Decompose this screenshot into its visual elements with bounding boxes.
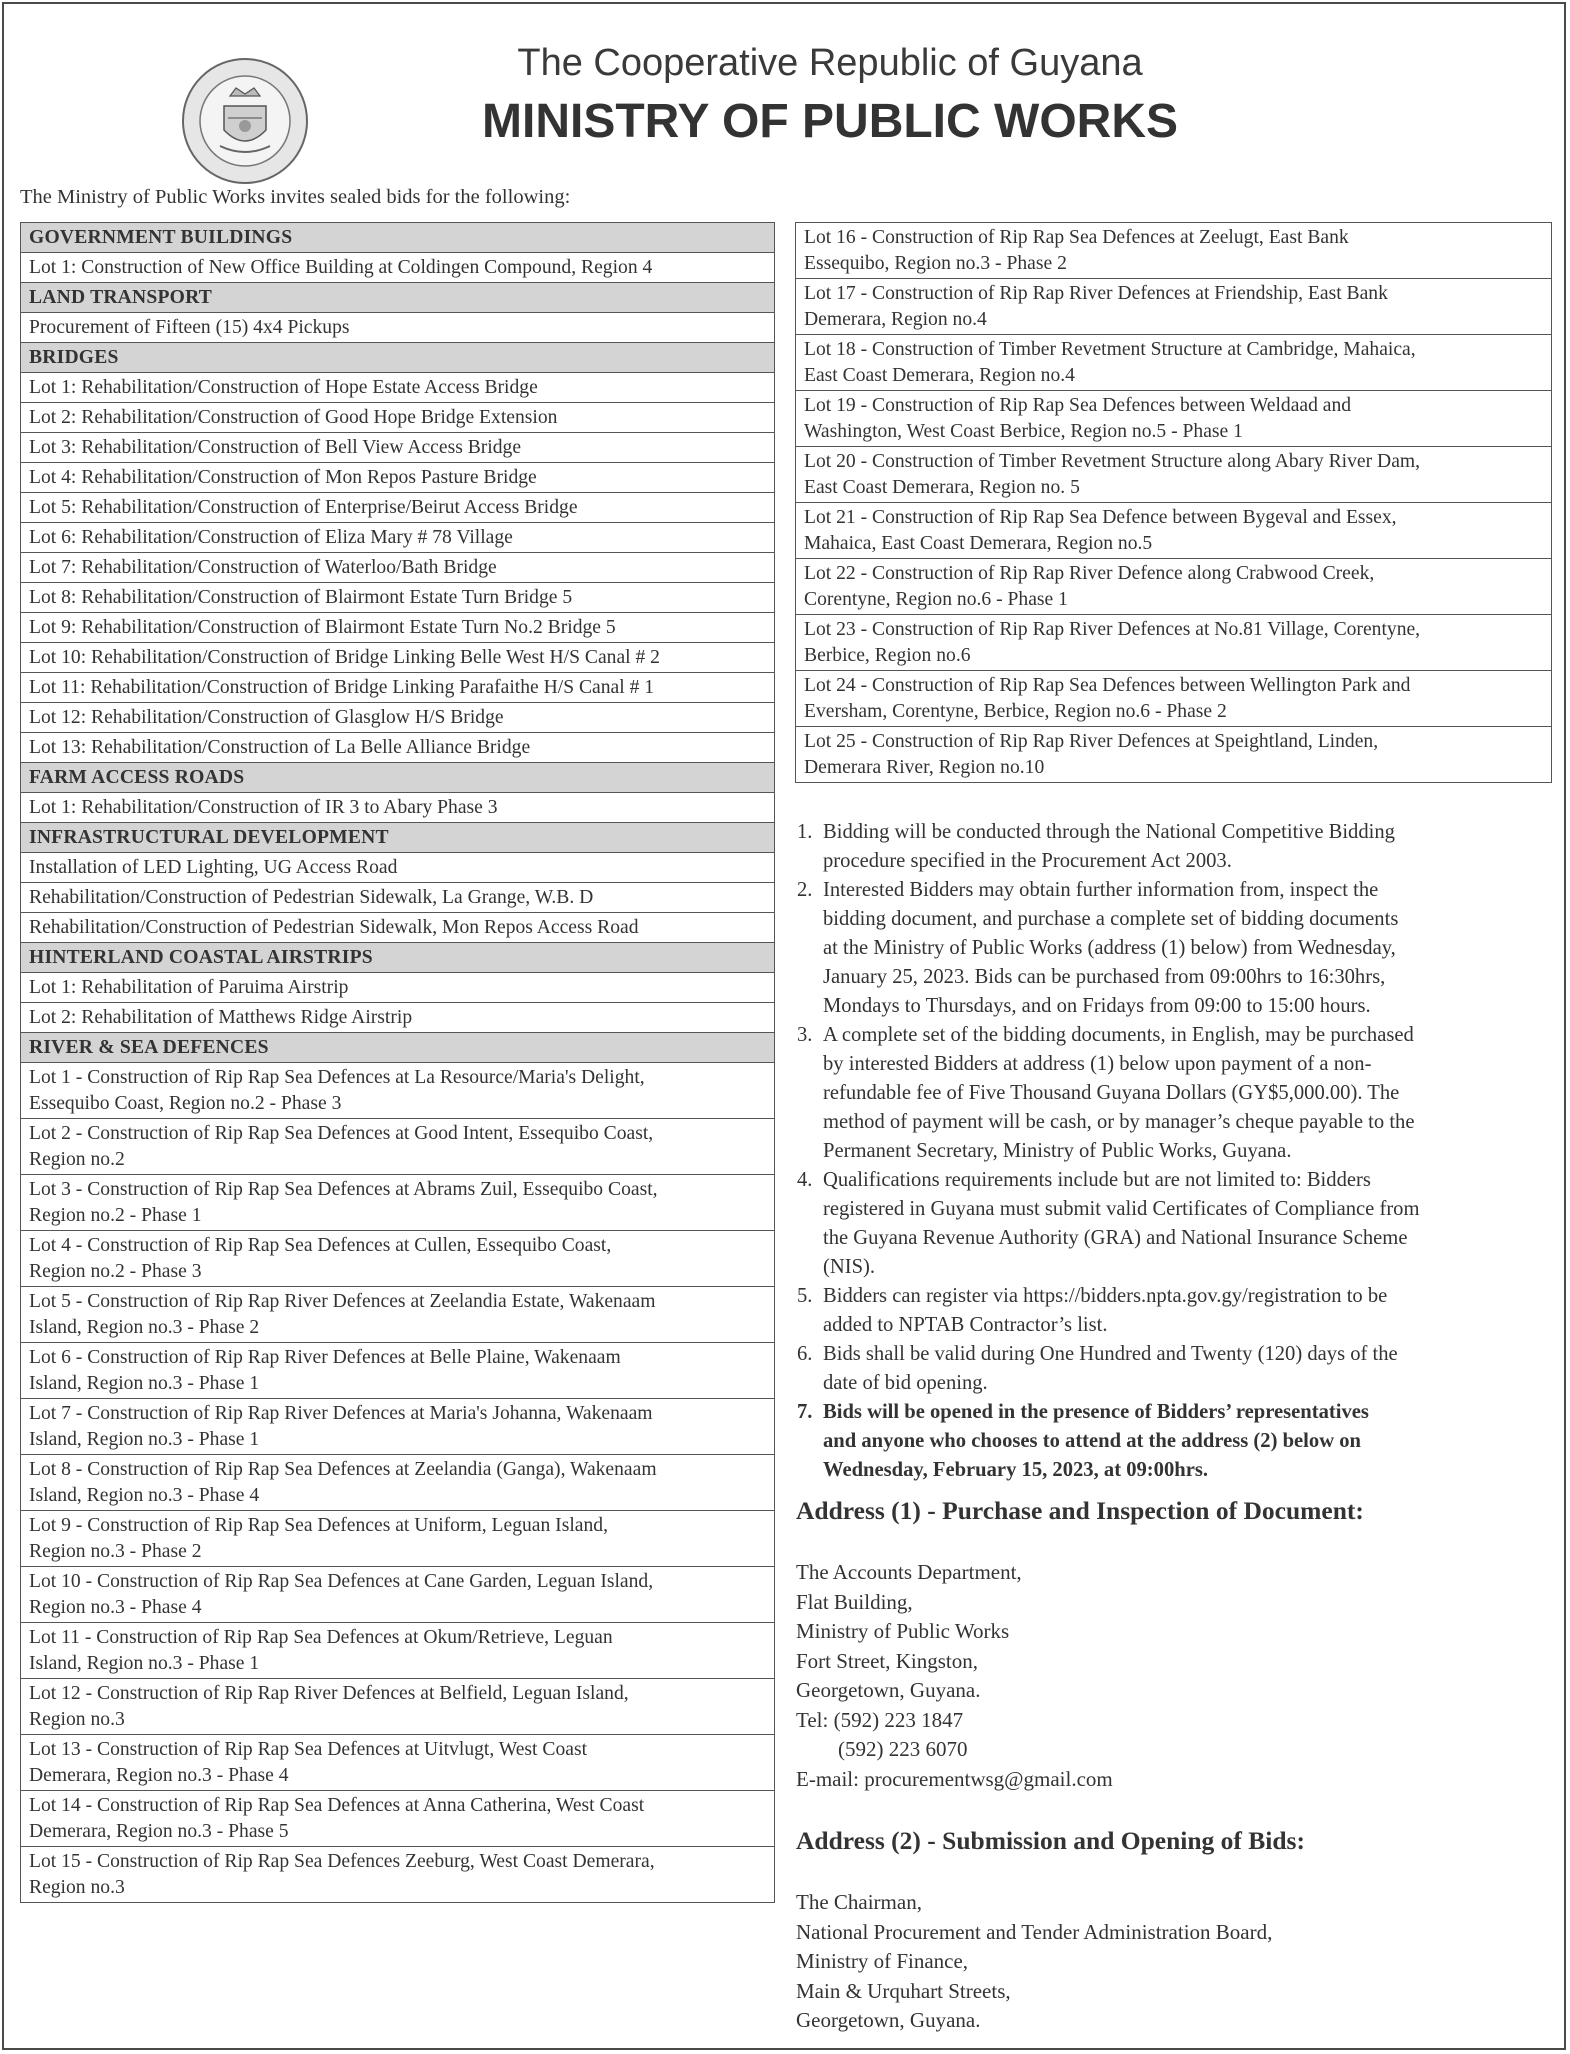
lot-cell: Lot 6: Rehabilitation/Construction of Eliza Mary # 78 Village xyxy=(21,523,775,553)
address-line: Georgetown, Guyana. xyxy=(796,1678,981,1702)
table-row xyxy=(21,1455,775,1511)
list-line: registered in Guyana must submit valid Certificates of Compliance from xyxy=(823,1198,1420,1220)
right-lots-table xyxy=(795,222,1552,783)
lot-line: Lot 18 - Construction of Timber Revetment Structure at Cambridge, Mahaica, xyxy=(804,339,1416,360)
lot-cell: Lot 2: Rehabilitation of Matthews Ridge Airstrip xyxy=(21,1003,775,1033)
list-text xyxy=(823,1340,1549,1398)
section-row xyxy=(21,763,775,793)
list-line: Bidders can register via https://bidders.npta.gov.gy/registration to be xyxy=(823,1285,1388,1307)
header-subtitle: The Cooperative Republic of Guyana xyxy=(517,42,1143,84)
table-row xyxy=(21,523,775,553)
lot-cell: Lot 3: Rehabilitation/Construction of Bell View Access Bridge xyxy=(21,433,775,463)
lot-cell xyxy=(796,335,1552,391)
table-row xyxy=(21,913,775,943)
address1-heading: Address (1) - Purchase and Inspection of Document: xyxy=(796,1496,1364,1525)
lot-line: Demerara, Region no.3 - Phase 4 xyxy=(29,1765,289,1786)
table-row xyxy=(21,1399,775,1455)
lot-line: Demerara River, Region no.10 xyxy=(804,757,1045,778)
table-row xyxy=(21,403,775,433)
lot-line: Lot 14 - Construction of Rip Rap Sea Defences at Anna Catherina, West Coast xyxy=(29,1795,645,1816)
lot-cell xyxy=(21,1791,775,1847)
table-row xyxy=(21,703,775,733)
lot-cell: Installation of LED Lighting, UG Access Road xyxy=(21,853,775,883)
lot-line: Lot 12 - Construction of Rip Rap River Defences at Belfield, Leguan Island, xyxy=(29,1683,629,1704)
list-line: Permanent Secretary, Ministry of Public Works, Guyana. xyxy=(823,1140,1292,1162)
table-row xyxy=(21,1791,775,1847)
table-row xyxy=(21,1343,775,1399)
table-row xyxy=(21,463,775,493)
lot-cell: Lot 13: Rehabilitation/Construction of La Belle Alliance Bridge xyxy=(21,733,775,763)
lot-line: Island, Region no.3 - Phase 1 xyxy=(29,1429,260,1450)
list-text xyxy=(823,818,1549,876)
lot-cell xyxy=(21,1455,775,1511)
lot-line: Region no.3 - Phase 2 xyxy=(29,1541,202,1562)
table-row xyxy=(796,223,1552,279)
table-row xyxy=(21,553,775,583)
lot-cell: Lot 4: Rehabilitation/Construction of Mon Repos Pasture Bridge xyxy=(21,463,775,493)
lot-line: Lot 19 - Construction of Rip Rap Sea Defences between Weldaad and xyxy=(804,395,1352,416)
list-text xyxy=(823,1398,1549,1485)
list-text xyxy=(823,1282,1549,1340)
lot-line: Lot 25 - Construction of Rip Rap River Defences at Speightland, Linden, xyxy=(804,731,1379,752)
section-heading: INFRASTRUCTURAL DEVELOPMENT xyxy=(21,823,775,853)
lot-cell xyxy=(796,391,1552,447)
address2-block xyxy=(796,1888,1272,2036)
lot-cell xyxy=(21,1735,775,1791)
lot-cell: Lot 7: Rehabilitation/Construction of Waterloo/Bath Bridge xyxy=(21,553,775,583)
table-row xyxy=(21,1735,775,1791)
lot-line: Region no.2 xyxy=(29,1149,125,1170)
lot-line: Region no.3 - Phase 4 xyxy=(29,1597,202,1618)
lot-cell xyxy=(21,1175,775,1231)
lot-cell: Lot 1: Rehabilitation/Construction of Hope Estate Access Bridge xyxy=(21,373,775,403)
list-line: (NIS). xyxy=(823,1256,876,1278)
lot-line: Lot 16 - Construction of Rip Rap Sea Defences at Zeelugt, East Bank xyxy=(804,227,1349,248)
address-line: E-mail: procurementwsg@gmail.com xyxy=(796,1766,1113,1791)
table-row xyxy=(21,1231,775,1287)
lot-line: Berbice, Region no.6 xyxy=(804,645,971,666)
lot-cell xyxy=(21,1399,775,1455)
table-row xyxy=(796,671,1552,727)
lot-line: Region no.2 - Phase 1 xyxy=(29,1205,202,1226)
list-item xyxy=(797,876,1549,1021)
section-row xyxy=(21,223,775,253)
list-line: the Guyana Revenue Authority (GRA) and National Insurance Scheme xyxy=(823,1227,1408,1249)
table-row xyxy=(21,253,775,283)
table-row xyxy=(796,727,1552,783)
list-number: 3. xyxy=(797,1024,813,1046)
lot-cell xyxy=(21,1847,775,1903)
list-line: Wednesday, February 15, 2023, at 09:00hrs. xyxy=(823,1459,1208,1481)
lot-line: Lot 11 - Construction of Rip Rap Sea Defences at Okum/Retrieve, Leguan xyxy=(29,1627,613,1648)
list-number: 6. xyxy=(797,1343,813,1365)
table-row xyxy=(796,447,1552,503)
lot-line: Lot 4 - Construction of Rip Rap Sea Defences at Cullen, Essequibo Coast, xyxy=(29,1235,612,1256)
table-row xyxy=(21,973,775,1003)
list-item xyxy=(797,1398,1549,1485)
lot-line: Corentyne, Region no.6 - Phase 1 xyxy=(804,589,1068,610)
left-lots-table xyxy=(20,222,775,1903)
address-line: Flat Building, xyxy=(796,1589,913,1614)
address-line: Tel: (592) 223 1847 xyxy=(796,1707,964,1732)
lot-line: Lot 17 - Construction of Rip Rap River Defences at Friendship, East Bank xyxy=(804,283,1388,304)
lot-cell xyxy=(796,279,1552,335)
lot-cell xyxy=(796,671,1552,727)
section-heading: BRIDGES xyxy=(21,343,775,373)
lot-line: Lot 22 - Construction of Rip Rap River Defence along Crabwood Creek, xyxy=(804,563,1375,584)
address-line: The Accounts Department, xyxy=(796,1560,1022,1584)
lot-cell xyxy=(21,1119,775,1175)
list-number: 7. xyxy=(797,1401,813,1423)
table-row xyxy=(21,433,775,463)
lot-line: Lot 5 - Construction of Rip Rap River Defences at Zeelandia Estate, Wakenaam xyxy=(29,1291,656,1312)
address-line: Main & Urquhart Streets, xyxy=(796,1978,1011,2003)
table-row xyxy=(21,313,775,343)
list-line: date of bid opening. xyxy=(823,1372,988,1394)
table-row xyxy=(21,793,775,823)
section-heading: FARM ACCESS ROADS xyxy=(21,763,775,793)
lot-cell xyxy=(21,1343,775,1399)
list-line: Bidding will be conducted through the National Competitive Bidding xyxy=(823,821,1395,843)
list-line: by interested Bidders at address (1) below upon payment of a non- xyxy=(823,1053,1372,1075)
lot-line: Lot 20 - Construction of Timber Revetment Structure along Abary River Dam, xyxy=(804,451,1421,472)
lot-line: Island, Region no.3 - Phase 1 xyxy=(29,1653,260,1674)
list-line: added to NPTAB Contractor’s list. xyxy=(823,1314,1108,1336)
lot-line: Island, Region no.3 - Phase 2 xyxy=(29,1317,260,1338)
address1-block xyxy=(796,1558,1113,1794)
lot-line: East Coast Demerara, Region no. 5 xyxy=(804,477,1080,498)
address-line: The Chairman, xyxy=(796,1890,922,1914)
table-row xyxy=(21,1063,775,1119)
table-row xyxy=(21,1003,775,1033)
table-row xyxy=(21,1679,775,1735)
list-line: January 25, 2023. Bids can be purchased from 09:00hrs to 16:30hrs, xyxy=(823,966,1386,988)
section-row xyxy=(21,343,775,373)
section-row xyxy=(21,1033,775,1063)
table-row xyxy=(796,503,1552,559)
address-line: National Procurement and Tender Administration Board, xyxy=(796,1919,1273,1944)
lot-cell: Lot 2: Rehabilitation/Construction of Good Hope Bridge Extension xyxy=(21,403,775,433)
lot-cell: Lot 9: Rehabilitation/Construction of Blairmont Estate Turn No.2 Bridge 5 xyxy=(21,613,775,643)
list-text xyxy=(823,1166,1549,1282)
lot-line: Mahaica, East Coast Demerara, Region no.5 xyxy=(804,533,1153,554)
lot-line: Lot 2 - Construction of Rip Rap Sea Defences at Good Intent, Essequibo Coast, xyxy=(29,1123,654,1144)
lot-cell xyxy=(796,503,1552,559)
address-line: Ministry of Public Works xyxy=(796,1619,1010,1643)
lot-cell: Lot 8: Rehabilitation/Construction of Blairmont Estate Turn Bridge 5 xyxy=(21,583,775,613)
list-item xyxy=(797,818,1549,876)
section-row xyxy=(21,283,775,313)
address-line: Fort Street, Kingston, xyxy=(796,1648,978,1673)
lot-cell xyxy=(21,1231,775,1287)
lot-line: Lot 3 - Construction of Rip Rap Sea Defences at Abrams Zuil, Essequibo Coast, xyxy=(29,1179,658,1200)
lot-cell: Lot 5: Rehabilitation/Construction of Enterprise/Beirut Access Bridge xyxy=(21,493,775,523)
lot-cell xyxy=(21,1679,775,1735)
lot-line: Eversham, Corentyne, Berbice, Region no.6 - Phase 2 xyxy=(804,701,1227,722)
section-heading: RIVER & SEA DEFENCES xyxy=(21,1033,775,1063)
lot-cell xyxy=(796,223,1552,279)
lot-line: Island, Region no.3 - Phase 1 xyxy=(29,1373,260,1394)
list-number: 4. xyxy=(797,1169,813,1191)
list-number: 1. xyxy=(797,821,813,843)
list-line: bidding document, and purchase a complete set of bidding documents xyxy=(823,908,1399,930)
table-row xyxy=(796,615,1552,671)
section-heading: GOVERNMENT BUILDINGS xyxy=(21,223,775,253)
table-row xyxy=(21,1623,775,1679)
table-row xyxy=(21,373,775,403)
table-row xyxy=(21,853,775,883)
ministry-seal-logo xyxy=(180,56,310,186)
lot-cell xyxy=(796,447,1552,503)
table-row xyxy=(796,391,1552,447)
table-row xyxy=(21,493,775,523)
address-line: Ministry of Finance, xyxy=(796,1949,969,1973)
table-row xyxy=(21,613,775,643)
section-row xyxy=(21,823,775,853)
list-text xyxy=(823,876,1549,1021)
lot-cell: Lot 11: Rehabilitation/Construction of Bridge Linking Parafaithe H/S Canal # 1 xyxy=(21,673,775,703)
list-line: method of payment will be cash, or by manager’s cheque payable to the xyxy=(823,1111,1415,1133)
lot-line: Lot 1 - Construction of Rip Rap Sea Defences at La Resource/Maria's Delight, xyxy=(29,1067,645,1088)
address-line: Georgetown, Guyana. xyxy=(796,2008,981,2032)
table-row xyxy=(21,883,775,913)
list-line: procedure specified in the Procurement Act 2003. xyxy=(823,850,1232,872)
list-line: refundable fee of Five Thousand Guyana Dollars (GY$5,000.00). The xyxy=(823,1082,1400,1104)
intro-text: The Ministry of Public Works invites sealed bids for the following: xyxy=(20,186,571,208)
list-number: 5. xyxy=(797,1285,813,1307)
list-line: Bids shall be valid during One Hundred and Twenty (120) days of the xyxy=(823,1343,1398,1365)
lot-line: Lot 7 - Construction of Rip Rap River Defences at Maria's Johanna, Wakenaam xyxy=(29,1403,653,1424)
list-line: Qualifications requirements include but are not limited to: Bidders xyxy=(823,1169,1371,1191)
lot-line: Lot 9 - Construction of Rip Rap Sea Defences at Uniform, Leguan Island, xyxy=(29,1515,608,1536)
lot-line: Lot 23 - Construction of Rip Rap River Defences at No.81 Village, Corentyne, xyxy=(804,619,1421,640)
lot-line: Lot 13 - Construction of Rip Rap Sea Defences at Uitvlugt, West Coast xyxy=(29,1739,588,1760)
lot-line: Lot 21 - Construction of Rip Rap Sea Defence between Bygeval and Essex, xyxy=(804,507,1397,528)
table-row xyxy=(796,279,1552,335)
lot-line: Demerara, Region no.4 xyxy=(804,309,987,330)
table-row xyxy=(21,583,775,613)
table-row xyxy=(21,1175,775,1231)
lot-cell xyxy=(21,1623,775,1679)
list-line: Bids will be opened in the presence of Bidders’ representatives xyxy=(823,1401,1369,1423)
header-title: MINISTRY OF PUBLIC WORKS xyxy=(482,95,1178,148)
lot-cell xyxy=(796,727,1552,783)
lot-cell: Procurement of Fifteen (15) 4x4 Pickups xyxy=(21,313,775,343)
lot-line: Essequibo, Region no.3 - Phase 2 xyxy=(804,253,1067,274)
list-line: at the Ministry of Public Works (address (1) below) from Wednesday, xyxy=(823,937,1396,959)
lot-line: Essequibo Coast, Region no.2 - Phase 3 xyxy=(29,1093,342,1114)
section-heading: HINTERLAND COASTAL AIRSTRIPS xyxy=(21,943,775,973)
lot-cell: Lot 1: Rehabilitation of Paruima Airstrip xyxy=(21,973,775,1003)
table-row xyxy=(21,1287,775,1343)
lot-line: Lot 10 - Construction of Rip Rap Sea Defences at Cane Garden, Leguan Island, xyxy=(29,1571,654,1592)
lot-line: Lot 6 - Construction of Rip Rap River Defences at Belle Plaine, Wakenaam xyxy=(29,1347,621,1368)
lot-cell: Rehabilitation/Construction of Pedestrian Sidewalk, Mon Repos Access Road xyxy=(21,913,775,943)
list-line: A complete set of the bidding documents, in English, may be purchased xyxy=(823,1024,1414,1046)
lot-line: Lot 8 - Construction of Rip Rap Sea Defences at Zeelandia (Ganga), Wakenaam xyxy=(29,1459,657,1480)
table-row xyxy=(21,1567,775,1623)
list-item xyxy=(797,1166,1549,1282)
lot-cell xyxy=(21,1287,775,1343)
list-item xyxy=(797,1340,1549,1398)
list-text xyxy=(823,1021,1549,1166)
section-heading: LAND TRANSPORT xyxy=(21,283,775,313)
lot-line: Demerara, Region no.3 - Phase 5 xyxy=(29,1821,289,1842)
table-row xyxy=(796,335,1552,391)
table-row xyxy=(21,733,775,763)
lot-line: East Coast Demerara, Region no.4 xyxy=(804,365,1075,386)
bidding-instructions-list xyxy=(797,818,1549,1485)
table-row xyxy=(21,1119,775,1175)
lot-line: Island, Region no.3 - Phase 4 xyxy=(29,1485,260,1506)
lot-cell xyxy=(796,559,1552,615)
section-row xyxy=(21,943,775,973)
lot-cell: Lot 10: Rehabilitation/Construction of Bridge Linking Belle West H/S Canal # 2 xyxy=(21,643,775,673)
address2-heading: Address (2) - Submission and Opening of Bids: xyxy=(796,1826,1305,1855)
lot-cell xyxy=(796,615,1552,671)
lot-line: Lot 15 - Construction of Rip Rap Sea Defences Zeeburg, West Coast Demerara, xyxy=(29,1851,655,1872)
list-number: 2. xyxy=(797,879,813,901)
list-item xyxy=(797,1282,1549,1340)
lot-cell xyxy=(21,1511,775,1567)
lot-cell: Rehabilitation/Construction of Pedestrian Sidewalk, La Grange, W.B. D xyxy=(21,883,775,913)
address-line: (592) 223 6070 xyxy=(796,1737,968,1761)
lot-cell: Lot 1: Construction of New Office Building at Coldingen Compound, Region 4 xyxy=(21,253,775,283)
list-line: Interested Bidders may obtain further information from, inspect the xyxy=(823,879,1379,901)
lot-line: Region no.3 xyxy=(29,1709,125,1730)
lot-line: Washington, West Coast Berbice, Region no.5 - Phase 1 xyxy=(804,421,1243,442)
list-line: Mondays to Thursdays, and on Fridays from 09:00 to 15:00 hours. xyxy=(823,995,1371,1017)
lot-cell xyxy=(21,1567,775,1623)
list-line: and anyone who chooses to attend at the address (2) below on xyxy=(823,1430,1361,1452)
table-row xyxy=(796,559,1552,615)
table-row xyxy=(21,673,775,703)
table-row xyxy=(21,1511,775,1567)
list-item xyxy=(797,1021,1549,1166)
lot-cell: Lot 1: Rehabilitation/Construction of IR 3 to Abary Phase 3 xyxy=(21,793,775,823)
table-row xyxy=(21,643,775,673)
lot-line: Lot 24 - Construction of Rip Rap Sea Defences between Wellington Park and xyxy=(804,675,1411,696)
lot-cell xyxy=(21,1063,775,1119)
table-row xyxy=(21,1847,775,1903)
lot-cell: Lot 12: Rehabilitation/Construction of Glasglow H/S Bridge xyxy=(21,703,775,733)
lot-line: Region no.2 - Phase 3 xyxy=(29,1261,202,1282)
lot-line: Region no.3 xyxy=(29,1877,125,1898)
